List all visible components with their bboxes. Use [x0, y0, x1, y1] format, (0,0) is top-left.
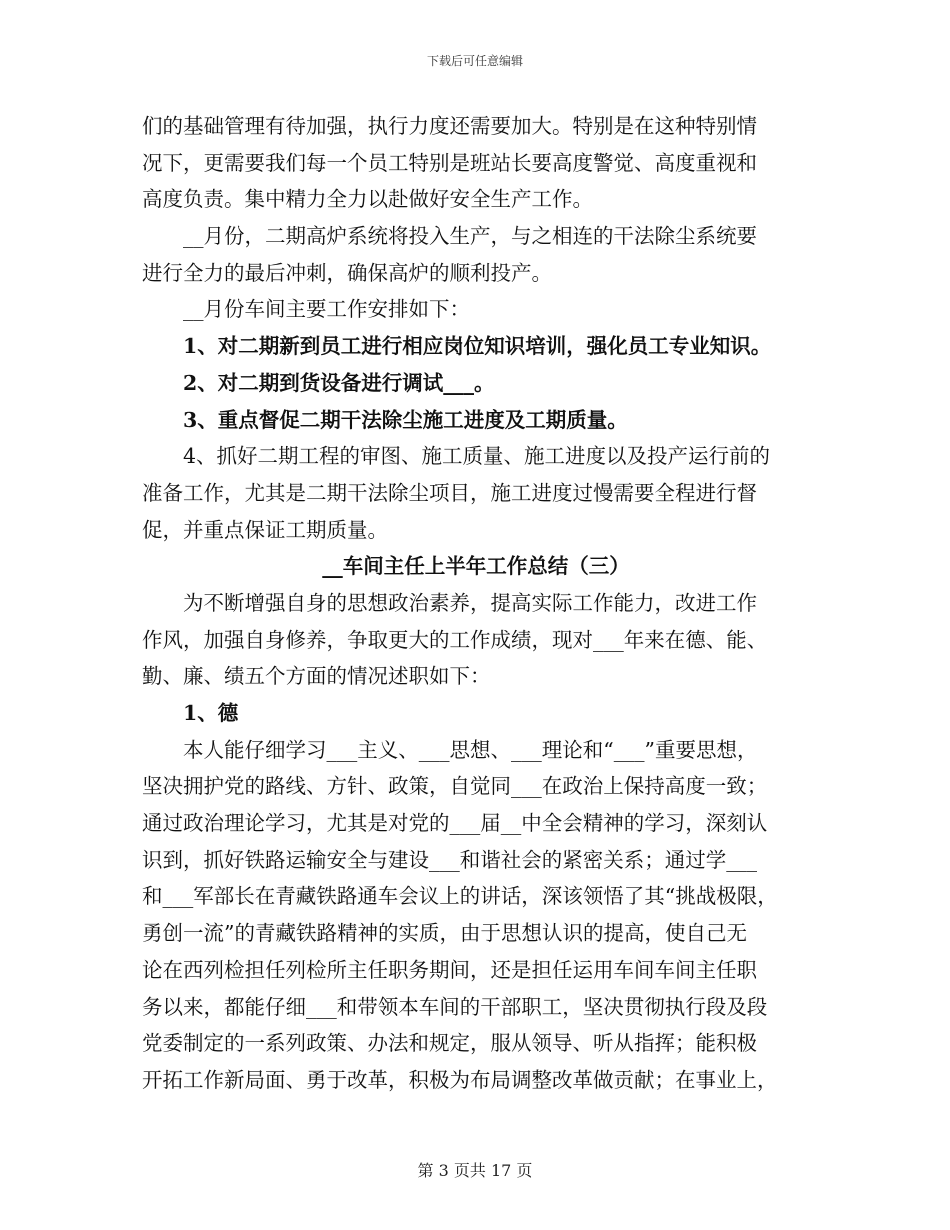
document-body [142, 108, 810, 1099]
text-line: 作风，加强自身修养，争取更大的工作成绩，现对___年来在德、能、 [142, 627, 768, 652]
text-line: 促，并重点保证工期质量。 [142, 517, 388, 542]
text-line: 进行全力的最后冲刺，确保高炉的顺利投产。 [142, 260, 552, 285]
text-line: 1、德 [183, 701, 239, 725]
text-line: __月份，二期高炉系统将投入生产，与之相连的干法除尘系统要 [183, 224, 757, 249]
text-line: 为不断增强自身的思想政治素养，提高实际工作能力，改进工作 [183, 590, 757, 615]
text-line: 论在西列检担任列检所主任职务期间，还是担任运用车间车间主任职 [142, 957, 757, 982]
text-line: 4、抓好二期工程的审图、施工质量、施工进度以及投产运行前的 [183, 444, 771, 469]
text-line: 党委制定的一系列政策、办法和规定，服从领导、听从指挥；能积极 [142, 1031, 757, 1056]
text-line: 通过政治理论学习，尤其是对党的___届__中全会精神的学习，深刻认 [142, 811, 768, 836]
text-line: 勇创一流”的青藏铁路精神的实质，由于思想认识的提高，使自己无 [142, 921, 747, 946]
text-line: 坚决拥护党的路线、方针、政策，自觉同___在政治上保持高度一致； [142, 774, 768, 799]
text-line: 高度负责。集中精力全力以赴做好安全生产工作。 [142, 187, 593, 212]
text-line: 3、重点督促二期干法除尘施工进度及工期质量。 [183, 407, 628, 432]
text-line: 务以来，都能仔细___和带领本车间的干部职工，坚决贯彻执行段及段 [142, 994, 768, 1019]
text-line: 勤、廉、绩五个方面的情况述职如下： [142, 664, 491, 689]
text-line: 们的基础管理有待加强，执行力度还需要加大。特别是在这种特别情 [142, 114, 757, 138]
section-title: __车间主任上半年工作总结（三） [322, 554, 630, 579]
text-line: 本人能仔细学习___主义、___思想、___理论和“___”重要思想， [183, 737, 758, 762]
text-line: 2、对二期到货设备进行调试___。 [183, 370, 495, 395]
text-line: 况下，更需要我们每一个员工特别是班站长要高度警觉、高度重视和 [142, 150, 757, 175]
text-line: 1、对二期新到员工进行相应岗位知识培训，强化员工专业知识。 [183, 334, 772, 359]
page-footer: 第 3 页共 17 页 [417, 1161, 533, 1180]
text-line: __月份车间主要工作安排如下： [183, 297, 470, 322]
text-line: 开拓工作新局面、勇于改革，积极为布局调整改革做贡献；在事业上， [142, 1067, 778, 1092]
text-line: 和___军部长在青藏铁路通车会议上的讲话，深该领悟了其“挑战极限， [142, 884, 778, 909]
text-line: 识到，抓好铁路运输安全与建设___和谐社会的紧密关系；通过学___ [142, 847, 757, 872]
text-line: 准备工作，尤其是二期干法除尘项目，施工进度过慢需要全程进行督 [142, 480, 757, 505]
page-header: 下载后可任意编辑 [426, 54, 523, 68]
